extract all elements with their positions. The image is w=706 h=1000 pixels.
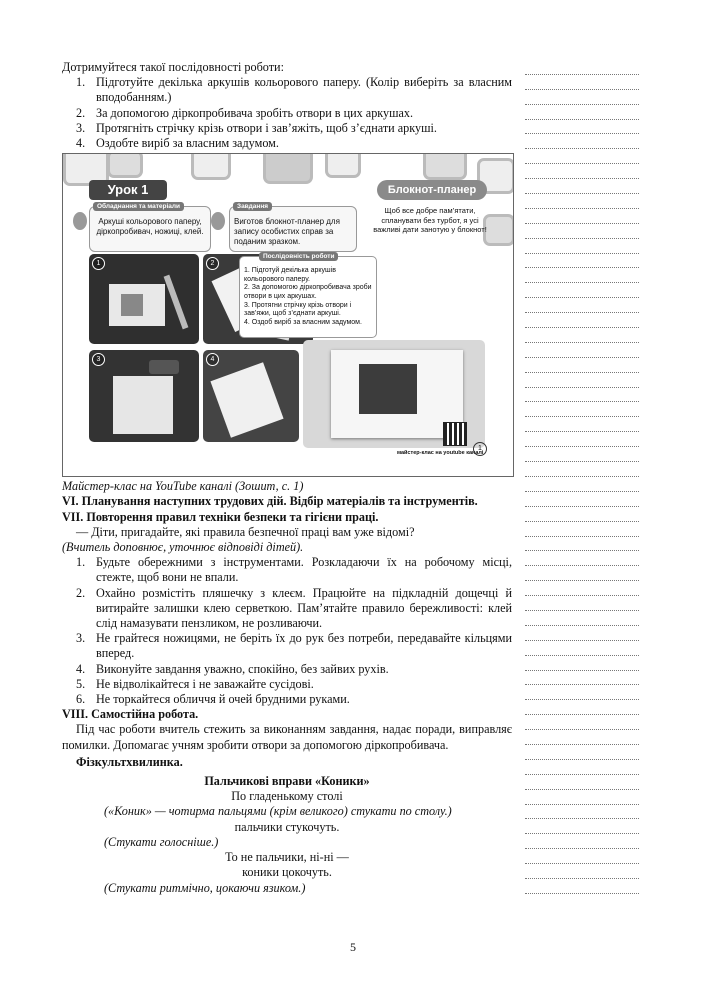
note-line [525,879,639,894]
note-line [525,685,639,700]
list-item: 3. Не грайтеся ножицями, не беріть їх до рук без потреби, передавайте кільцями вперед. [76,631,512,661]
note-line [525,75,639,90]
decor-square [263,153,313,184]
note-line [525,671,639,686]
note-line [525,834,639,849]
note-line [525,507,639,522]
step-number: 2 [206,257,219,270]
section-heading: VIII. Самостійна робота. [62,707,199,722]
task-box: Виготов блокнот-планер для запису особистих справ за поданим зразком. [229,206,357,252]
note-line [525,254,639,269]
note-line [525,90,639,105]
note-line [525,268,639,283]
note-line [525,537,639,552]
note-line [525,864,639,879]
list-item: 1. Підготуйте декілька аркушів кольорового паперу. (Колір виберіть за власним вподобанням.) [76,75,512,105]
note-line [525,805,639,820]
teacher-note: (Вчитель доповнює, уточнює відповіді дітей). [62,540,304,555]
note-line [525,432,639,447]
sequence-box [239,256,377,338]
step-photo-4 [203,350,299,442]
note-line [525,656,639,671]
materials-box: Аркуші кольорового паперу, діркопробивач, ножиці, клей. [89,206,211,252]
decor-square [325,153,361,178]
poem-direction: («Коник» — чотирма пальцями (крім великого) стукати по столу.) [104,804,452,819]
note-line [525,402,639,417]
note-line [525,134,639,149]
page-number: 5 [350,940,356,954]
step-number: 4 [206,353,219,366]
list-item: 4. Оздобте виріб за власним задумом. [76,136,279,151]
step-photo-1 [89,254,199,344]
decor-square [107,153,143,178]
section-heading: VII. Повторення правил техніки безпеки та гігієни праці. [62,509,379,524]
qr-code [443,422,467,446]
note-line [525,700,639,715]
step-number: 1 [92,257,105,270]
note-line [525,328,639,343]
sequence-step: 1. Підготуй декілька аркушів кольорового паперу. [244,267,336,283]
note-line [525,358,639,373]
figure-title: Блокнот-планер [377,180,487,200]
note-line [525,581,639,596]
note-line [525,492,639,507]
list-item: 5. Не відволікайтеся і не заважайте сусідові. [76,676,314,691]
note-line [525,626,639,641]
step-photo-3 [89,350,199,442]
decor-square [423,153,467,180]
note-line [525,373,639,388]
note-line [525,790,639,805]
list-item: 2. За допомогою діркопробивача зробіть отвори в цих аркушах. [76,105,414,120]
note-line [525,209,639,224]
step-number: 3 [92,353,105,366]
decor-square [191,153,231,180]
speech-bubble: Щоб все добре пам’ятати, спланувати без турбот, я усі важливі дати занотую у блокнот! [373,206,487,235]
cartoon-character-icon [73,212,87,230]
note-line [525,194,639,209]
note-line [525,105,639,120]
note-line [525,462,639,477]
materials-tab: Обладнання та матеріали [93,202,184,211]
note-line [525,298,639,313]
note-line [525,849,639,864]
note-line [525,477,639,492]
note-line [525,313,639,328]
note-line [525,715,639,730]
task-tab: Завдання [233,202,272,211]
main-column [62,60,512,896]
note-line [525,283,639,298]
exercise-title: Фізкультхвилинка. [76,754,183,769]
page-circle: 1 [473,442,487,456]
list-item: 1. Будьте обережними з інструментами. Розкладаючи їх на робочому місці, стежте, щоб вони не впали. [76,555,512,585]
rules-list [62,555,512,707]
lesson-figure [62,153,514,477]
poem-line: коники цокочуть. [242,865,332,880]
note-line [525,179,639,194]
note-line [525,730,639,745]
note-line [525,60,639,75]
list-item: 6. Не торкайтеся обличчя й очей брудними руками. [76,692,350,707]
poem-direction: (Стукати голосніше.) [104,834,219,849]
poem-line: То не пальчики, ні-ні — [225,850,349,865]
note-line [525,641,639,656]
note-line [525,775,639,790]
notes-lines [525,60,639,894]
section-heading: VI. Планування наступних трудових дій. Відбір матеріалів та інструментів. [62,494,478,509]
note-line [525,522,639,537]
sequence-tab: Послідовність роботи [259,252,338,261]
note-line [525,611,639,626]
teacher-question: — Діти, пригадайте, які правила безпечної праці вам уже відомі? [76,524,415,539]
list-item: 2. Охайно розмістіть пляшечку з клеєм. Працюйте на підкладній дощечці й витирайте залишки клею серветкою. Пам’ятайте правило бережливості: клей слід намазувати пензликом, не розливаючи. [76,585,512,631]
note-line [525,120,639,135]
note-line [525,745,639,760]
note-line [525,224,639,239]
sequence-step: 3. Протягни стрічку крізь отвори і зав’яжи, щоб з’єднати аркуші. [244,301,352,318]
note-line [525,343,639,358]
note-line [525,447,639,462]
note-line [525,596,639,611]
steps-list [62,75,512,151]
poem-title: Пальчикові вправи «Коники» [204,774,370,789]
lesson-label: Урок 1 [89,180,167,200]
poem-direction: (Стукати ритмічно, цокаючи язиком.) [104,880,306,895]
work-text: Під час роботи вчитель стежить за виконанням завдання, надає поради, виправляє помилки. Допомагає учням зробити отвори за допомогою діркопробивача. [62,722,512,752]
poem-line: пальчики стукочуть. [234,819,340,834]
note-line [525,551,639,566]
figure-caption: Майстер-клас на YouTube каналі (Зошит, с. 1) [62,479,304,494]
list-item: 3. Протягніть стрічку крізь отвори і зав’яжіть, щоб з’єднати аркуші. [76,120,437,135]
cartoon-character-icon [211,212,225,230]
sequence-step: 2. За допомогою діркопробивача зроби отвори в цих аркушах. [244,284,372,300]
youtube-label: майстер-клас на youtube каналі [397,450,484,457]
list-item: 4. Виконуйте завдання уважно, спокійно, без зайвих рухів. [76,661,389,676]
sequence-step: 4. Оздоб виріб за власним задумом. [244,318,362,326]
note-line [525,388,639,403]
note-line [525,149,639,164]
note-line [525,760,639,775]
note-line [525,417,639,432]
intro-text: Дотримуйтеся такої послідовності роботи: [62,60,284,74]
note-line [525,239,639,254]
note-line [525,164,639,179]
note-line [525,566,639,581]
note-line [525,819,639,834]
poem-line: По гладенькому столі [231,789,343,804]
